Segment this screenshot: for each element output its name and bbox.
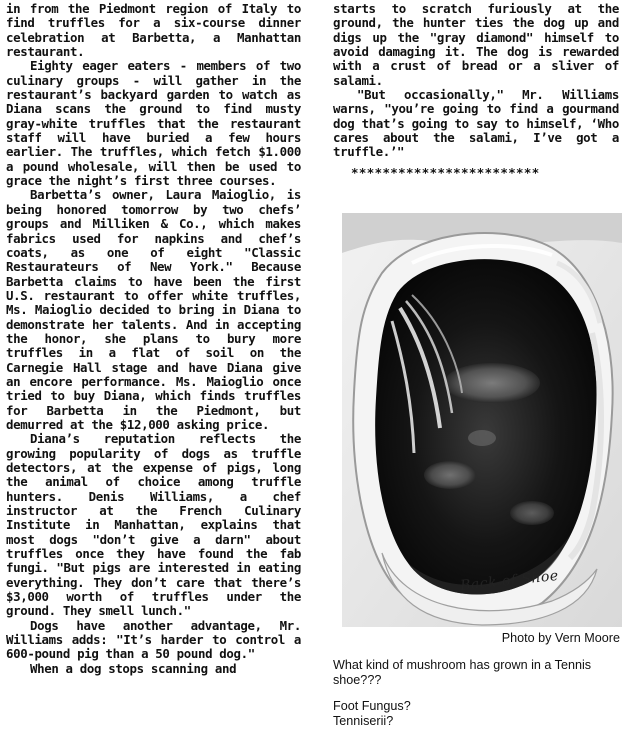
article-paragraph: Barbetta’s owner, Laura Maioglio, is being honored tomorrow by two chefs’ groups and Milliken & Co., which makes fabrics used for napkins and chef’s coats, as one of eight "Classic Restaurateurs of New York." Because Barbetta claims to have been the first U.S. restaurant to offer white truffles, Ms. Maioglio decided to bring in Diana to demonstrate her talents. And in accepting the honor, she plans to bury more truffles in a flat of soil on the Carnegie Hall stage and have Diana give an encore performance. Ms. Maioglio once tried to buy Diana, which finds truffles for Barbetta in the Piedmont, but demurred at the $12,000 asking price. [6,187,301,432]
article-paragraph: Eighty eager eaters - members of two culinary groups - will gather in the restaurant’s backyard garden to watch as Diana scans the ground to find musty gray-white truffles that the restaurant staff will have buried a few hours earlier. The truffles, which fetch $1.000 a pound wholesale, will then be used to grace the night’s first three courses. [6,58,301,189]
caption-answer-2: Tenniserii? [333,714,394,728]
article-paragraph: When a dog stops scanning and [30,660,237,676]
right-column [333,2,619,180]
handwritten-label: Back of Shoe [459,567,560,595]
article-paragraph: starts to scratch furiously at the ground, the hunter ties the dog up and digs up the "gray diamond" himself to avoid damaging it. The dog is rewarded with a crust of bread or a sliver of salami. [333,1,619,88]
shoe-photo [342,213,622,627]
caption-answer-1: Foot Fungus? [333,699,411,713]
left-column [6,2,301,676]
article-paragraph: Diana’s reputation reflects the growing popularity of dogs as truffle detectors, at the expense of pigs, long the animal of choice among truffle hunters. Denis Williams, a chef instructor at the French Culinary Institute in Manhattan, explains that most dogs "don’t give a darn" about truffles once they have found the fab fungi. "But pigs are interested in eating everything. They don’t care that there’s $3,000 worth of truffles under the ground. They smell lunch." [6,431,301,619]
photo-credit: Photo by Vern Moore [501,631,620,645]
article-paragraph: in from the Piedmont region of Italy to find truffles for a six-course dinner celebration at Barbetta, a Manhattan restaurant. [6,1,301,60]
article-paragraph: "But occasionally," Mr. Williams warns, "you’re going to find a gourmand dog that’s going to say to himself, ‘Who cares about the salami, I’ve got a truffle.’" [333,87,619,160]
shoe-photo-image [342,213,622,627]
photo-caption [333,658,625,729]
caption-question: What kind of mushroom has grown in a Tennis shoe??? [333,658,592,687]
section-separator: ************************ [351,164,540,180]
article-paragraph: Dogs have another advantage, Mr. Williams adds: "It’s harder to control a 600-pound pig than a 50 pound dog." [6,617,301,662]
